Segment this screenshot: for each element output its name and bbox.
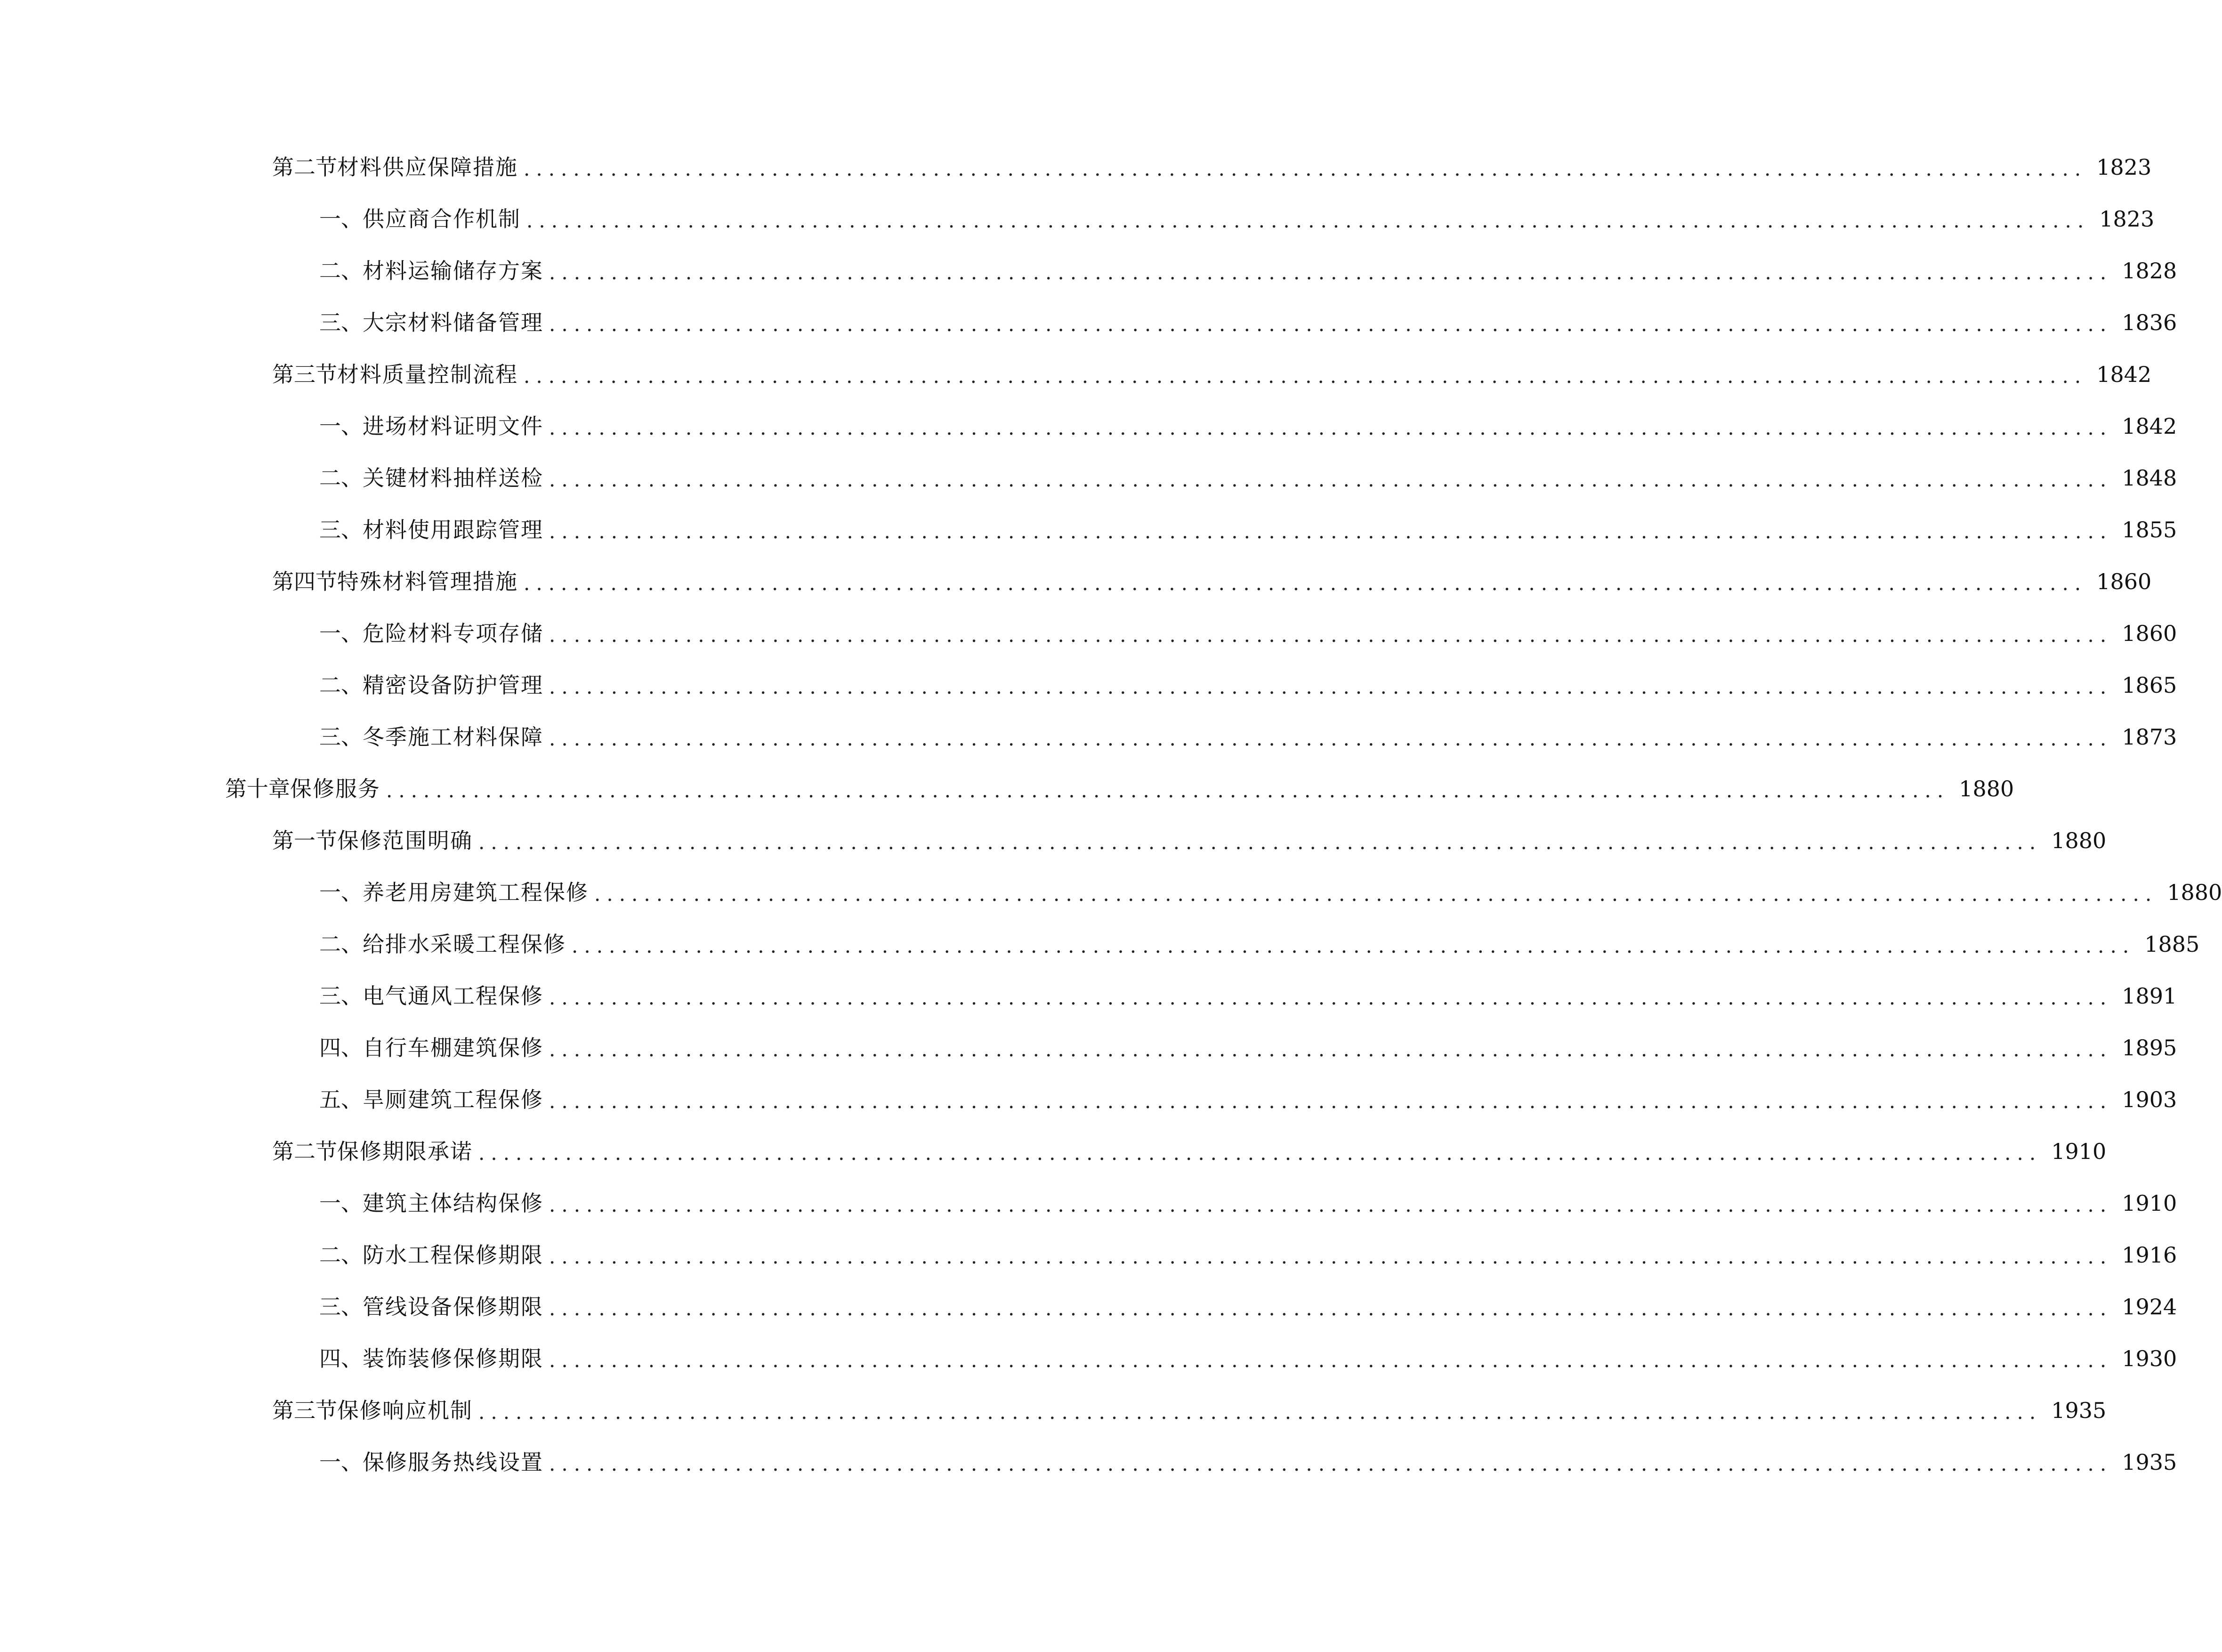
toc-entry-section[interactable] bbox=[0, 815, 2107, 866]
toc-entry-page-number: 1891 bbox=[2122, 983, 2177, 1009]
toc-entry-section[interactable] bbox=[0, 1126, 2107, 1177]
toc-entry-item[interactable] bbox=[0, 1229, 2177, 1281]
toc-dot-leader: .............................................................................................................................. bbox=[549, 520, 2113, 543]
toc-dot-leader: .............................................................................................................................. bbox=[549, 1090, 2113, 1113]
toc-entry-item[interactable] bbox=[0, 918, 2200, 970]
toc-entry-item[interactable] bbox=[0, 297, 2177, 348]
toc-entry-number: 一、 bbox=[319, 1450, 363, 1475]
toc-entry-page-number: 1823 bbox=[2096, 154, 2152, 180]
toc-dot-leader: .............................................................................................................................. bbox=[549, 675, 2113, 698]
toc-entry-number: 第四节 bbox=[272, 569, 337, 594]
toc-entry-title: 材料质量控制流程 bbox=[337, 362, 518, 387]
toc-entry-item[interactable] bbox=[0, 504, 2177, 556]
toc-entry-title: 精密设备防护管理 bbox=[363, 672, 543, 698]
toc-entry-chapter[interactable] bbox=[0, 763, 2014, 815]
toc-entry-number: 二、 bbox=[319, 1242, 363, 1268]
toc-entry-item[interactable] bbox=[0, 711, 2177, 763]
toc-entry-section[interactable] bbox=[0, 556, 2152, 607]
toc-entry-page-number: 1885 bbox=[2144, 931, 2200, 957]
toc-entry-number: 第十章 bbox=[225, 776, 290, 802]
toc-dot-leader: .............................................................................................................................. bbox=[526, 209, 2090, 232]
toc-dot-leader: .............................................................................................................................. bbox=[549, 468, 2113, 491]
toc-dot-leader: .............................................................................................................................. bbox=[549, 1245, 2113, 1268]
toc-entry-title: 电气通风工程保修 bbox=[363, 983, 543, 1009]
toc-entry-title: 养老用房建筑工程保修 bbox=[363, 880, 589, 905]
toc-entry-number: 第二节 bbox=[272, 1139, 337, 1164]
toc-entry-item[interactable] bbox=[0, 1281, 2177, 1333]
toc-entry-number: 一、 bbox=[319, 880, 363, 905]
toc-entry-page-number: 1873 bbox=[2122, 724, 2177, 750]
toc-entry-page-number: 1828 bbox=[2122, 258, 2177, 283]
toc-entry-number: 二、 bbox=[319, 465, 363, 491]
toc-entry-section[interactable] bbox=[0, 141, 2152, 193]
toc-entry-title: 进场材料证明文件 bbox=[363, 413, 543, 439]
toc-entry-item[interactable] bbox=[0, 1074, 2177, 1126]
toc-entry-title: 防水工程保修期限 bbox=[363, 1242, 543, 1268]
toc-entry-page-number: 1860 bbox=[2122, 621, 2177, 646]
toc-entry-title: 保修服务热线设置 bbox=[363, 1450, 543, 1475]
toc-entry-title: 材料供应保障措施 bbox=[337, 154, 518, 180]
toc-dot-leader: .............................................................................................................................. bbox=[549, 1193, 2113, 1216]
toc-entry-item[interactable] bbox=[0, 400, 2177, 452]
toc-entry-title: 大宗材料储备管理 bbox=[363, 310, 543, 335]
toc-entry-page-number: 1930 bbox=[2122, 1346, 2177, 1371]
toc-dot-leader: .............................................................................................................................. bbox=[478, 1401, 2042, 1424]
toc-entry-number: 二、 bbox=[319, 258, 363, 283]
toc-entry-page-number: 1880 bbox=[2167, 880, 2222, 905]
toc-entry-number: 三、 bbox=[319, 724, 363, 750]
toc-entry-number: 三、 bbox=[319, 983, 363, 1009]
toc-entry-page-number: 1935 bbox=[2051, 1398, 2107, 1423]
toc-entry-title: 给排水采暖工程保修 bbox=[363, 931, 566, 957]
toc-entry-number: 三、 bbox=[319, 1294, 363, 1320]
toc-entry-number: 第三节 bbox=[272, 362, 337, 387]
toc-entry-page-number: 1895 bbox=[2122, 1035, 2177, 1061]
toc-entry-title: 关键材料抽样送检 bbox=[363, 465, 543, 491]
toc-entry-number: 一、 bbox=[319, 1190, 363, 1216]
toc-entry-item[interactable] bbox=[0, 607, 2177, 659]
toc-entry-page-number: 1903 bbox=[2122, 1087, 2177, 1112]
toc-entry-title: 特殊材料管理措施 bbox=[337, 569, 518, 594]
toc-entry-number: 一、 bbox=[319, 206, 363, 232]
toc-entry-page-number: 1848 bbox=[2122, 465, 2177, 491]
toc-entry-number: 第二节 bbox=[272, 154, 337, 180]
table-of-contents bbox=[0, 141, 2222, 1488]
toc-entry-title: 建筑主体结构保修 bbox=[363, 1190, 543, 1216]
toc-entry-item[interactable] bbox=[0, 1333, 2177, 1385]
toc-entry-title: 供应商合作机制 bbox=[363, 206, 521, 232]
toc-entry-section[interactable] bbox=[0, 348, 2152, 400]
toc-entry-title: 装饰装修保修期限 bbox=[363, 1346, 543, 1371]
toc-dot-leader: .............................................................................................................................. bbox=[524, 572, 2087, 595]
toc-dot-leader: .............................................................................................................................. bbox=[549, 1349, 2113, 1372]
toc-entry-item[interactable] bbox=[0, 659, 2177, 711]
toc-dot-leader: .............................................................................................................................. bbox=[549, 1297, 2113, 1320]
toc-dot-leader: .............................................................................................................................. bbox=[386, 779, 1950, 802]
toc-entry-page-number: 1910 bbox=[2122, 1190, 2177, 1216]
toc-dot-leader: .............................................................................................................................. bbox=[549, 624, 2113, 647]
toc-entry-page-number: 1842 bbox=[2096, 362, 2152, 387]
toc-entry-page-number: 1910 bbox=[2051, 1139, 2107, 1164]
toc-entry-number: 第三节 bbox=[272, 1398, 337, 1423]
toc-entry-item[interactable] bbox=[0, 452, 2177, 504]
toc-dot-leader: .............................................................................................................................. bbox=[594, 883, 2158, 906]
toc-entry-title: 保修服务 bbox=[290, 776, 380, 802]
toc-entry-title: 保修范围明确 bbox=[337, 828, 473, 853]
toc-entry-page-number: 1935 bbox=[2122, 1450, 2177, 1475]
toc-entry-page-number: 1855 bbox=[2122, 517, 2177, 543]
toc-entry-number: 第一节 bbox=[272, 828, 337, 853]
toc-entry-page-number: 1836 bbox=[2122, 310, 2177, 335]
toc-entry-number: 五、 bbox=[319, 1087, 363, 1112]
toc-dot-leader: .............................................................................................................................. bbox=[549, 986, 2113, 1009]
toc-entry-title: 材料运输储存方案 bbox=[363, 258, 543, 283]
toc-entry-page-number: 1823 bbox=[2099, 206, 2155, 232]
toc-dot-leader: .............................................................................................................................. bbox=[524, 364, 2087, 388]
toc-entry-page-number: 1924 bbox=[2122, 1294, 2177, 1320]
toc-entry-number: 二、 bbox=[319, 672, 363, 698]
toc-entry-title: 冬季施工材料保障 bbox=[363, 724, 543, 750]
toc-entry-page-number: 1880 bbox=[2051, 828, 2107, 853]
toc-entry-item[interactable] bbox=[0, 970, 2177, 1022]
toc-entry-item[interactable] bbox=[0, 1436, 2177, 1488]
toc-dot-leader: .............................................................................................................................. bbox=[524, 157, 2087, 180]
toc-entry-title: 危险材料专项存储 bbox=[363, 621, 543, 646]
toc-entry-item[interactable] bbox=[0, 1177, 2177, 1229]
toc-entry-item[interactable] bbox=[0, 193, 2155, 245]
toc-dot-leader: .............................................................................................................................. bbox=[478, 831, 2042, 854]
toc-entry-number: 一、 bbox=[319, 621, 363, 646]
toc-entry-page-number: 1916 bbox=[2122, 1242, 2177, 1268]
toc-entry-title: 旱厕建筑工程保修 bbox=[363, 1087, 543, 1112]
toc-dot-leader: .............................................................................................................................. bbox=[549, 416, 2113, 439]
toc-dot-leader: .............................................................................................................................. bbox=[549, 261, 2113, 284]
toc-dot-leader: .............................................................................................................................. bbox=[572, 934, 2135, 957]
toc-entry-title: 保修期限承诺 bbox=[337, 1139, 473, 1164]
toc-dot-leader: .............................................................................................................................. bbox=[549, 727, 2113, 750]
toc-dot-leader: .............................................................................................................................. bbox=[549, 1452, 2113, 1475]
toc-entry-number: 三、 bbox=[319, 517, 363, 543]
toc-entry-page-number: 1880 bbox=[1959, 776, 2014, 802]
toc-entry-number: 二、 bbox=[319, 931, 363, 957]
toc-entry-title: 自行车棚建筑保修 bbox=[363, 1035, 543, 1061]
toc-entry-title: 管线设备保修期限 bbox=[363, 1294, 543, 1320]
toc-entry-section[interactable] bbox=[0, 1385, 2107, 1436]
toc-entry-title: 材料使用跟踪管理 bbox=[363, 517, 543, 543]
toc-entry-item[interactable] bbox=[0, 866, 2222, 918]
toc-entry-item[interactable] bbox=[0, 245, 2177, 297]
toc-entry-number: 四、 bbox=[319, 1035, 363, 1061]
toc-entry-item[interactable] bbox=[0, 1022, 2177, 1074]
toc-dot-leader: .............................................................................................................................. bbox=[549, 1038, 2113, 1061]
toc-dot-leader: .............................................................................................................................. bbox=[549, 313, 2113, 336]
toc-entry-number: 四、 bbox=[319, 1346, 363, 1371]
toc-entry-page-number: 1860 bbox=[2096, 569, 2152, 594]
toc-dot-leader: .............................................................................................................................. bbox=[478, 1142, 2042, 1165]
toc-entry-number: 一、 bbox=[319, 413, 363, 439]
toc-entry-title: 保修响应机制 bbox=[337, 1398, 473, 1423]
toc-entry-page-number: 1865 bbox=[2122, 672, 2177, 698]
toc-entry-number: 三、 bbox=[319, 310, 363, 335]
toc-entry-page-number: 1842 bbox=[2122, 413, 2177, 439]
